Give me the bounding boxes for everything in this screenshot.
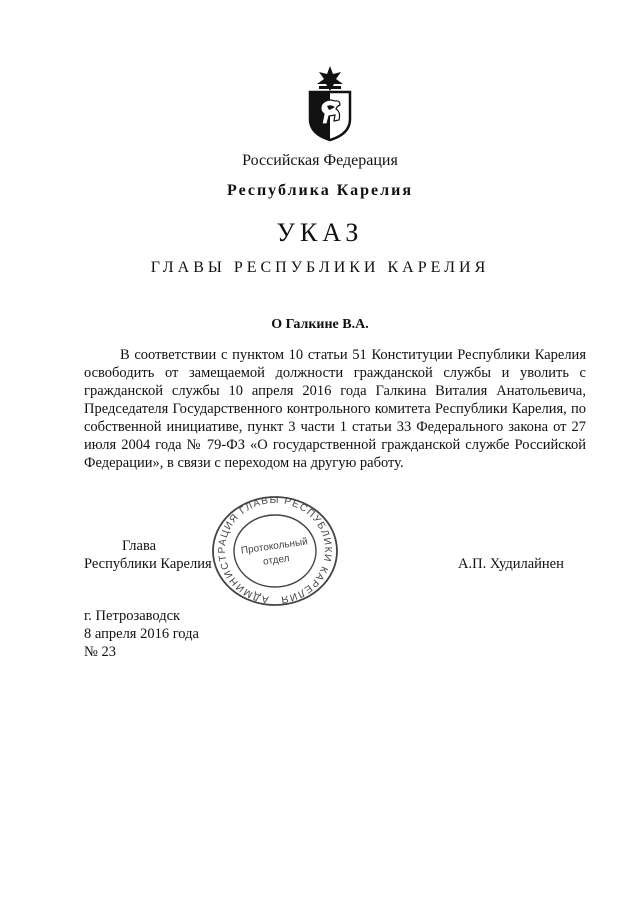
signatory-position-line2: Республики Карелия [84,556,212,572]
karelia-coat-of-arms-icon [305,64,355,142]
decree-number: № 23 [84,644,116,660]
decree-subject: О Галкине В.А. [271,317,369,332]
republic-name: Республика Карелия [227,182,413,199]
signatory-name: А.П. Худилайнен [458,556,564,572]
country-name: Российская Федерация [242,152,398,169]
decree-body: В соответствии с пунктом 10 статьи 51 Конституции Республики Карелия освободить от замещаемой должности гражданской службы и уволить с гражданской службы 10 апреля 2016 года Галкина Виталия Анатольевича, Председателя Государственного контрольного комитета Республики Карелия, по собственной инициативе, пункт 3 части 1 статьи 33 Федерального закона от 27 июля 2004 года № 79-ФЗ «О государственной гражданской службе Российской Федерации», в связи с переходом на другую работу. [84,347,586,471]
decree-place: г. Петрозаводск [84,608,181,624]
decree-title: УКАЗ [276,218,364,247]
decree-date: 8 апреля 2016 года [84,626,199,642]
stamp-inner-line2: отдел [262,553,291,568]
signatory-position-line1: Глава [122,538,157,554]
stamp-ring-text: АДМИНИСТРАЦИЯ ГЛАВЫ РЕСПУБЛИКИ КАРЕЛИЯ [217,494,334,605]
decree-subtitle: ГЛАВЫ РЕСПУБЛИКИ КАРЕЛИЯ [150,259,490,276]
official-stamp [205,494,345,612]
stamp-inner-line1: Протокольный [240,536,309,557]
